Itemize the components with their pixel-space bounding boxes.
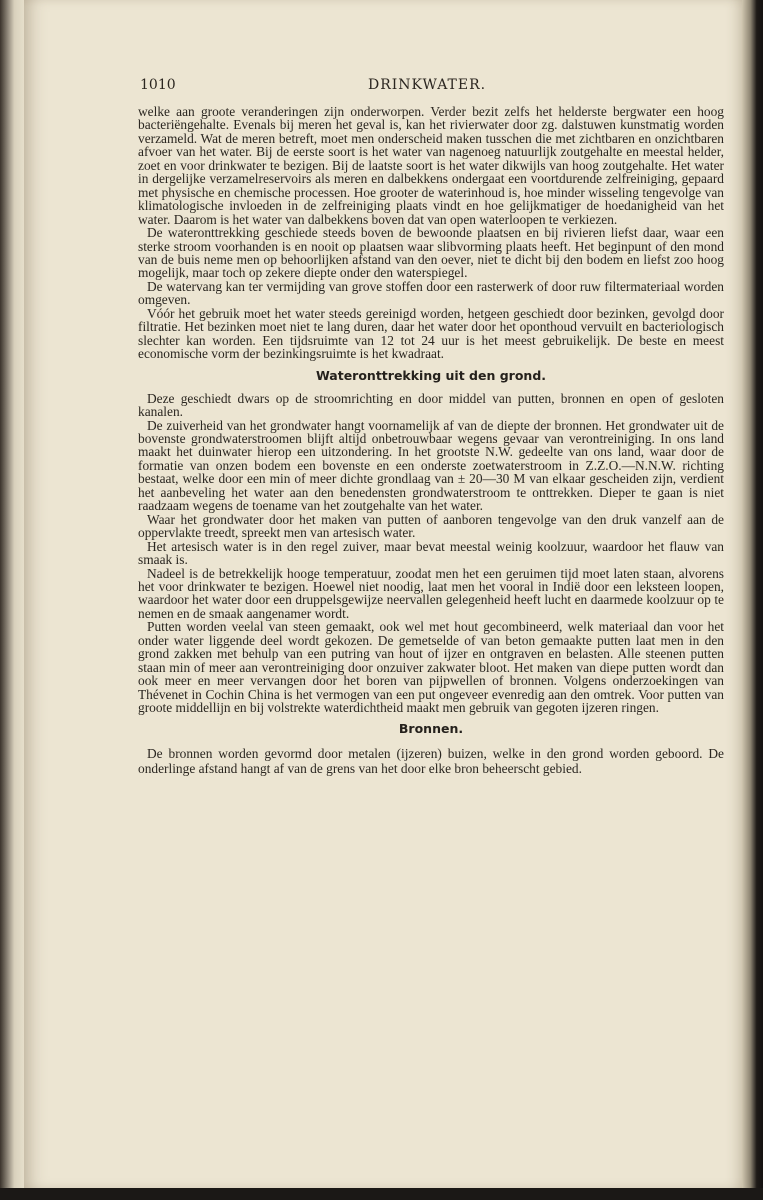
paragraph: welke aan groote veranderingen zijn onderworpen. Verder bezit zelfs het helderste bergwater een hoog bacteriëngehalte. Evenals bij meren het geval is, kan het rivierwater door zg. dalstuwen kunstmatig worden verzameld. Wat de meren betreft, moet men onderscheid maken tusschen die met zichtbaren en onzichtbaren afvoer van het water. Bij de eerste soort is het water van nagenoeg natuurlijk zoutgehalte en meestal helder, zoet en voor drinkwater te bezigen. Bij de laatste soort is het water dikwijls van hoog zoutgehalte. Het water in dergelijke verzamelreservoirs als meren en dalbekkens ondergaat een voortdurende zelfreiniging, gepaard met physische en chemische processen. Hoe grooter de waterinhoud is, hoe minder wisseling tengevolge van klimatologische invloeden in de zelfreiniging plaats vindt en hoe gelijkmatiger de hoedanigheid van het water. Daarom is het water van dalbekkens boven dat van open waterloopen te verkiezen.	[138, 104, 724, 227]
running-head: DRINKWATER.	[368, 77, 487, 93]
paragraph: De zuiverheid van het grondwater hangt voornamelijk af van de diepte der bronnen. Het grondwater uit de bovenste grondwaterstroomen blijft altijd onbetrouwbaar wegens gevaar van verontreiniging. In ons land maakt het duinwater hierop een uitzondering. In het grootste N.W. gedeelte van ons land, waar door de formatie van onzen bodem een bovenste en een onderste zoetwaterstroom in Z.Z.O.—N.N.W. richting bestaat, welke door een min of meer dichte grondlaag van ± 20—30 M van elkaar gescheiden zijn, verdient het aanbeveling het water aan den benedensten grondwaterstroom te onttrekken. Dieper te gaan is niet raadzaam wegens de toename van het zoutgehalte van het water.	[138, 417, 724, 514]
page-number: 1010	[140, 77, 176, 93]
paragraph: Vóór het gebruik moet het water steeds gereinigd worden, hetgeen geschiedt door bezinken, gevolgd door filtratie. Het bezinken moet niet te lang duren, daar het water door het oponthoud vervuilt en bacteriologisch slechter kan worden. Een tijdsruimte van 12 tot 24 uur is het meest gebruikelijk. De beste en meest economische vorm der bezinkingsruimte is het kwadraat.	[138, 305, 724, 362]
paragraph: De watervang kan ter vermijding van grove stoffen door een rasterwerk of door ruw filtermateriaal worden omgeven.	[138, 278, 724, 308]
page-edge	[742, 0, 763, 1200]
paragraph: Nadeel is de betrekkelijk hooge temperatuur, zoodat men het een geruimen tijd moet laten staan, alvorens het voor drinkwater te bezigen. Hoewel niet noodig, laat men het vooral in Indië door een leksteen loopen, waardoor het water door een druppelsgewijze neervallen gelegenheid heeft lucht en daarmede koolzuur op te nemen en de smaak aangenamer wordt.	[138, 565, 724, 621]
paragraph: De wateronttrekking geschiede steeds boven de bewoonde plaatsen en bij rivieren liefst daar, waar een sterke stroom voorhanden is en nooit op plaatsen waar slibvorming plaats heeft. Het beginpunt of den mond van de buis neme men op behoorlijken afstand van den oever, niet te dicht bij den bodem en liefst zoo hoog mogelijk, maar toch op zekere diepte onder den waterspiegel.	[138, 225, 724, 281]
body-text	[138, 105, 724, 776]
paragraph: Putten worden veelal van steen gemaakt, ook wel met hout gecombineerd, welk materiaal dan voor het onder water liggende deel wordt gekozen. De gemetselde of van beton gemaakte putten laat men in den grond zakken met behulp van een putring van hout of ijzer en ontgraven en belasten. Alle steenen putten staan min of meer aan verontreiniging door onzuiver zakwater bloot. Het maken van diepe putten wordt dan ook meer en meer vervangen door het boren van pijpwellen of bronnen. Volgens onderzoekingen van Thévenet in Cochin China is het vermogen van een put ongeveer evenredig aan den omtrek. Voor putten van groote middellijn en bij volstrekte waterdichtheid maakt men gebruik van gegoten ijzeren ringen.	[138, 619, 724, 716]
section-heading-bronnen: Bronnen.	[398, 721, 464, 737]
paragraph: De bronnen worden gevormd door metalen (ijzeren) buizen, welke in den grond worden geboord. De onderlinge afstand hangt af van de grens van het door elke bron beheerscht gebied.	[138, 746, 724, 777]
book-binding	[0, 0, 24, 1200]
scan-bottom-edge	[0, 1188, 763, 1200]
paragraph: Waar het grondwater door het maken van putten of aanboren tengevolge van den druk vanzelf aan de oppervlakte treedt, spreekt men van artesisch water.	[138, 511, 724, 541]
paragraph: Het artesisch water is in den regel zuiver, maar bevat meestal weinig koolzuur, waardoor het flauw van smaak is.	[138, 538, 724, 568]
section-heading-grondwater: Wateronttrekking uit den grond.	[315, 367, 547, 383]
paragraph: Deze geschiedt dwars op de stroomrichting en door middel van putten, bronnen en open of gesloten kanalen.	[138, 390, 724, 420]
